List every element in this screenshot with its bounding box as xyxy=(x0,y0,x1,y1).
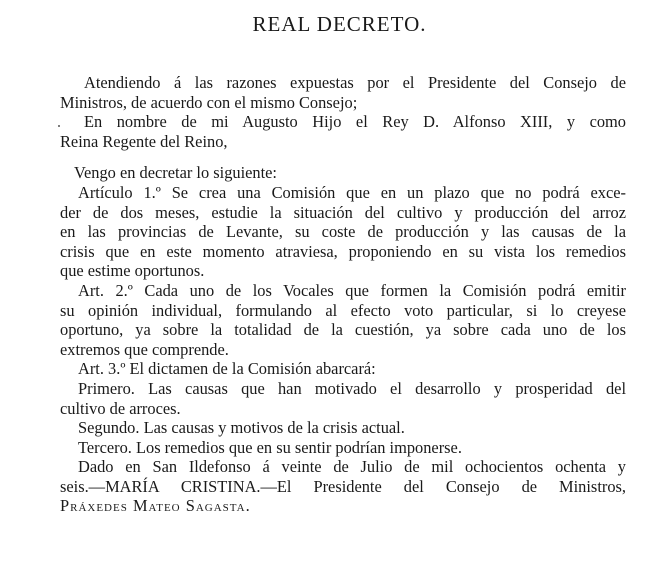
text-line: Primero. Las causas que han motivado el desarrollo y prosperidad del xyxy=(78,378,626,398)
text-line: seis.—MARÍA CRISTINA.—El Presidente del Consejo de Ministros, xyxy=(60,476,626,496)
text-line: Segundo. Las causas y motivos de la crisis actual. xyxy=(78,418,405,438)
text-line: Atendiendo á las razones expuestas por el Presidente del Consejo de xyxy=(84,73,626,92)
text-line: en las provincias de Levante, su coste de producción y las causas de la xyxy=(60,222,626,242)
text-line: crisis que en este momento atraviesa, proponiendo en su vista los remedios xyxy=(60,241,626,261)
text-line: Art. 3.º El dictamen de la Comisión abarcará: xyxy=(78,359,376,379)
text-line: que estime oportunos. xyxy=(60,261,205,281)
text-line: En nombre de mi Augusto Hijo el Rey D. Alfonso XIII, y como xyxy=(84,112,626,132)
text-line: Dado en San Ildefonso á veinte de Julio de mil ochocientos ochenta y xyxy=(78,457,626,477)
text-line: der de dos meses, estudie la situación del cultivo y producción del arroz xyxy=(60,202,626,222)
signatory-name: Práxedes Mateo Sagasta. xyxy=(60,496,251,516)
text-line: Reina Regente del Reino, xyxy=(60,131,228,151)
text-line: extremos que comprende. xyxy=(60,339,229,359)
document-title: REAL DECRETO. xyxy=(252,12,427,36)
text-line: oportuno, ya sobre la totalidad de la cuestión, ya sobre cada uno de los xyxy=(60,320,626,340)
text-line: Vengo en decretar lo siguiente: xyxy=(74,163,277,183)
text-line: cultivo de arroces. xyxy=(60,398,181,418)
text-line: Art. 2.º Cada uno de los Vocales que formen la Comisión podrá emitir xyxy=(78,280,626,300)
decree-body xyxy=(60,73,626,516)
text-line: Artículo 1.º Se crea una Comisión que en un plazo que no podrá exce- xyxy=(78,182,626,202)
text-line: Tercero. Los remedios que en su sentir podrían imponerse. xyxy=(78,437,462,457)
text-line: su opinión individual, formulando al efecto voto particular, si lo creyese xyxy=(60,300,626,320)
text-line: Ministros, de acuerdo con el mismo Consejo; xyxy=(60,92,358,112)
